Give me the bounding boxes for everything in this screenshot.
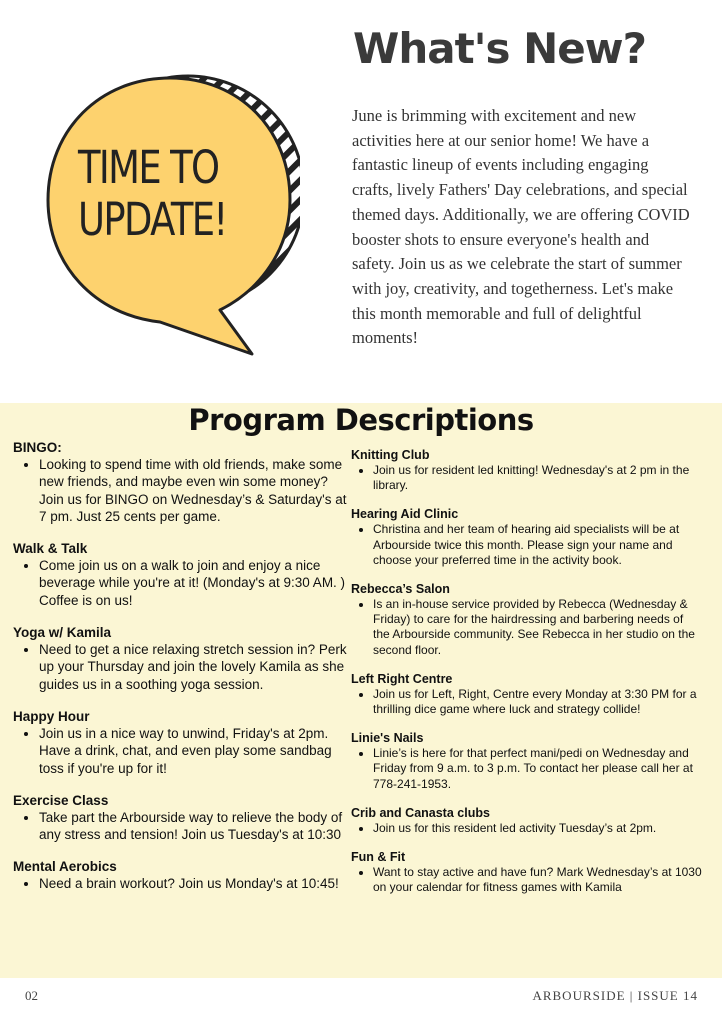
program-item-list [351,522,703,568]
program-item-description: • Take part the Arbourside way to relieve the body of any stress and tension! Join us Tuesday's at 10:30 [39,809,353,844]
program-item-list [351,463,703,493]
program-item-name: Happy Hour [13,708,90,724]
program-item [351,507,703,568]
program-item-list [351,865,703,895]
program-right-column [351,448,703,909]
bubble-line-1: TIME TO [78,141,219,194]
program-item-name: Yoga w/ Kamila [13,625,112,641]
program-item [13,625,353,693]
intro-paragraph: June is brimming with excitement and new activities here at our senior home! We have a fantastic lineup of events including engaging crafts, lively Fathers' Day celebrations, and special themed days. Additionally, we are offering COVID booster shots to ensure everyone's health and safety. Join us as we celebrate the start of summer with joy, creativity, and togetherness. Let's make this month memorable and full of delightful moments! [352,106,690,348]
bubble-line-2: UPDATE! [78,193,227,246]
program-item-description: • Linie’s is here for that perfect mani/pedi on Wednesday and Friday from 9 a.m. to 3 p.m. To contact her please call her at 778-241-1953. [373,746,703,792]
program-item [351,582,703,658]
program-item [13,440,353,525]
program-item-list [351,597,703,658]
program-item-name: Hearing Aid Clinic [351,507,459,522]
program-item [351,448,703,493]
program-item-description: • Is an in-house service provided by Rebecca (Wednesday & Friday) to care for the hairdressing and barbering needs of the Arbourside community. See Rebecca in her studio on the second floor. [373,597,703,658]
program-item [13,859,353,892]
program-item [351,850,703,895]
issue-label: ARBOURSIDE | ISSUE 14 [532,988,698,1003]
program-section [0,403,722,978]
program-title: Program Descriptions [188,403,534,437]
program-item-description: • Join us for this resident led activity Tuesday’s at 2pm. [373,821,703,836]
program-item-list [13,557,353,609]
program-item-name: Crib and Canasta clubs [351,805,490,820]
program-item-list [13,456,353,525]
program-item-name: BINGO: [13,440,62,455]
program-item-description: • Join us for Left, Right, Centre every Monday at 3:30 PM for a thrilling dice game where luck and strategy collide! [373,687,703,717]
program-item-description: • Need a brain workout? Join us Monday's at 10:45! [39,875,353,892]
program-item-list [13,641,353,693]
program-item-description: • Join us in a nice way to unwind, Friday's at 2pm. Have a drink, chat, and even play some sandbag toss if you're up for it! [39,725,353,777]
program-item-list [351,821,703,836]
program-item-list [13,809,353,844]
bubble-text [78,142,242,246]
program-item-name: Exercise Class [13,792,109,808]
program-item-name: Fun & Fit [351,850,406,865]
program-item-description: • Want to stay active and have fun? Mark Wednesday’s at 1030 on your calendar for fitness games with Kamila [373,865,703,895]
program-item-name: Linie's Nails [351,731,424,746]
program-item-name: Walk & Talk [13,541,88,557]
program-item [13,541,353,609]
program-item [351,731,703,792]
program-item-list [13,875,353,892]
program-item-list [351,687,703,717]
program-item-description: • Looking to spend time with old friends, make some new friends, and maybe even win some money? Join us for BINGO on Wednesday’s & Saturday's at 7 pm. Just 25 cents per game. [39,456,353,525]
program-item [351,806,703,836]
program-item [351,672,703,717]
program-item-name: Rebecca’s Salon [351,582,450,597]
program-item-name: Left Right Centre [351,671,453,686]
program-item-description: • Come join us on a walk to join and enjoy a nice beverage while you're at it! (Monday's at 9:30 AM. ) Coffee is on us! [39,557,353,609]
program-left-column [13,440,353,909]
program-item-description: • Join us for resident led knitting! Wednesday's at 2 pm in the library. [373,463,703,493]
program-item-description: • Need to get a nice relaxing stretch session in? Perk up your Thursday and join the lovely Kamila as she guides us in a soothing yoga session. [39,641,353,693]
program-item-name: Mental Aerobics [13,859,117,875]
page-title: What's New? [353,24,646,73]
program-item-list [351,746,703,792]
program-item [13,709,353,777]
program-item [13,793,353,844]
program-item-list [13,725,353,777]
program-item-description: • Christina and her team of hearing aid specialists will be at Arbourside twice this month. Please sign your name and choose your preferred time in the activity book. [373,522,703,568]
program-item-name: Knitting Club [351,448,430,462]
page-number: 02 [25,988,38,1003]
